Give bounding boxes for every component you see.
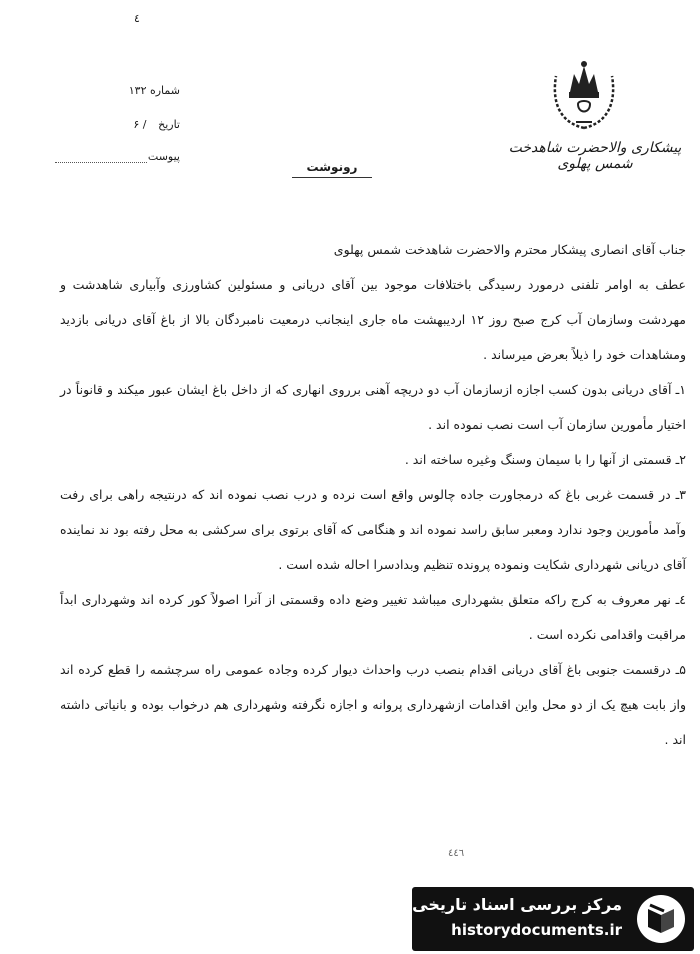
organization-title: پیشکاری والاحضرت شاهدخت شمس پهلوی (508, 140, 682, 172)
watermark-url: historydocuments.ir (451, 921, 622, 939)
meta-value: ۱۳۲ (128, 84, 147, 97)
meta-value (55, 150, 147, 163)
body-paragraph: عطف به اوامر تلفنی درمورد رسیدگی باختلافات موجود بین آقای دریانی و مسئولین کشاورزی وآبیاری شاهدشت و مهردشت وسازمان آب کرج صبح روز ۱۲ اردیبهشت ماه جاری اینجانب درمعیت نامبردگان بالا از باغ آقای دریانی بازدید ومشاهدات خود را ذیلاً بعرض میرساند . (60, 277, 686, 362)
crown-emblem-icon (548, 52, 620, 132)
watermark-banner (412, 887, 694, 951)
meta-number (50, 84, 180, 97)
meta-label: شماره (149, 84, 180, 97)
body-paragraph: ۵ـ درقسمت جنوبی باغ آقای دریانی اقدام بنصب درب واحداث دیوار کرده وجاده عمومی راه سرچشمه را قطع کرده اند واز بابت هیچ یک از دو محل واین اقدامات ازشهرداری پروانه و اجازه نگرفته وشهرداری هم درخواب بوده و بانیاتی داشته اند . (60, 662, 686, 747)
meta-label: تاریخ (158, 118, 180, 131)
meta-attachment (50, 150, 180, 163)
body-paragraph: ۳ـ در قسمت غربی باغ که درمجاورت جاده چالوس واقع است نرده و درب نصب نموده اند که درنتیجه راهی برای رفت وآمد مأمورین وجود ندارد ومعبر سابق راسد نموده اند و هنگامی که آقای برتوی برای سرکشی به محل رفته بود ند نماینده آقای دریانی شهرداری شکایت ونموده پرونده تنظیم وبدادسرا احاله شده است . (60, 487, 686, 572)
meta-date (50, 118, 180, 131)
meta-label: پیوست (147, 150, 180, 163)
body-paragraph: ٤ـ نهر معروف به کرج راکه متعلق بشهرداری میباشد تغییر وضع داده وقسمتی از آنرا اصولاً کور کرده اند وشهرداری ابداً مراقبت واقدامی نکرده است . (60, 592, 686, 642)
body-paragraph: ۱ـ آقای دریانی بدون کسب اجازه ازسازمان آب دو دریچه آهنی برروی انهاری که از داخل باغ ایشان عبور میکند و قانوناً در اختیار مأمورین سازمان آب است نصب نموده اند . (60, 382, 686, 432)
book-logo-icon (634, 893, 688, 945)
page-number: ٤٤٦ (448, 848, 465, 859)
body-paragraph: ۲ـ قسمتی از آنها را با سیمان وسنگ وغیره ساخته اند . (404, 452, 686, 467)
meta-value: / ۶ (133, 118, 147, 131)
top-mark: ٤ (134, 12, 140, 25)
letter-body (60, 232, 686, 757)
watermark-name: مرکز بررسی اسناد تاریخی (412, 895, 622, 914)
copy-title: رونوشت (292, 160, 372, 178)
salutation: جناب آقای انصاری پیشکار محترم والاحضرت شاهدخت شمس پهلوی (333, 242, 686, 257)
